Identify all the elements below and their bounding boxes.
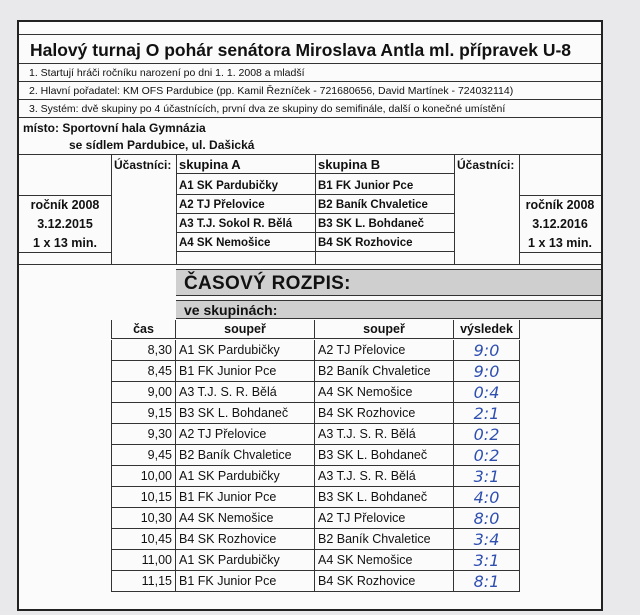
match-result: 0:2	[454, 445, 520, 466]
match-away: A4 SK Nemošice	[315, 382, 454, 403]
match-home: B3 SK L. Bohdaneč	[176, 403, 315, 424]
schedule-subtitle: ve skupinách:	[176, 300, 601, 319]
group-a-team: A3 T.J. Sokol R. Bělá	[176, 215, 315, 233]
tournament-sheet	[17, 20, 603, 611]
match-result: 0:2	[454, 424, 520, 445]
venue-line-2: se sídlem Pardubice, ul. Dašická	[69, 138, 255, 152]
match-time: 9,30	[111, 424, 176, 445]
info-line-1: 1. Startují hráči ročníku narození po dni 1. 1. 2008 a mladší	[19, 65, 601, 82]
match-away: B2 Baník Chvaletice	[315, 361, 454, 382]
left-date: 3.12.2015	[37, 217, 93, 231]
match-result: 0:4	[454, 382, 520, 403]
match-time: 10,00	[111, 466, 176, 487]
match-away: A4 SK Nemošice	[315, 550, 454, 571]
match-away: A3 T.J. S. R. Bělá	[315, 424, 454, 445]
info-line-3: 3. Systém: dvě skupiny po 4 účastnících, první dva ze skupiny do semifinále, další o konečné umístění	[19, 101, 601, 118]
left-year-box	[19, 195, 111, 253]
match-time: 10,30	[111, 508, 176, 529]
match-home: A1 SK Pardubičky	[176, 550, 315, 571]
group-a-team: A2 TJ Přelovice	[176, 196, 315, 214]
match-result: 4:0	[454, 487, 520, 508]
right-year: ročník 2008	[525, 198, 595, 212]
match-home: A1 SK Pardubičky	[176, 466, 315, 487]
right-year-box	[519, 195, 601, 253]
header-result: výsledek	[454, 320, 520, 339]
match-time: 9,00	[111, 382, 176, 403]
group-a-team: A4 SK Nemošice	[176, 234, 315, 252]
group-b-team: B4 SK Rozhovice	[315, 234, 454, 252]
match-home: A1 SK Pardubičky	[176, 340, 315, 361]
match-home: A4 SK Nemošice	[176, 508, 315, 529]
match-away: A2 TJ Přelovice	[315, 508, 454, 529]
document-title: Halový turnaj O pohár senátora Miroslava Antla ml. přípravek U-8	[19, 34, 601, 64]
participants-label-left: Účastníci:	[114, 158, 172, 172]
group-b-team: B3 SK L. Bohdaneč	[315, 215, 454, 233]
match-result: 8:0	[454, 508, 520, 529]
group-b-team: B2 Baník Chvaletice	[315, 196, 454, 214]
match-home: B4 SK Rozhovice	[176, 529, 315, 550]
match-away: B3 SK L. Bohdaneč	[315, 445, 454, 466]
match-time: 11,00	[111, 550, 176, 571]
right-duration: 1 x 13 min.	[528, 236, 592, 250]
schedule-table	[111, 320, 521, 592]
match-away: A3 T.J. S. R. Bělá	[315, 466, 454, 487]
header-time: čas	[111, 320, 176, 339]
match-time: 10,45	[111, 529, 176, 550]
match-away: B4 SK Rozhovice	[315, 571, 454, 592]
match-home: A2 TJ Přelovice	[176, 424, 315, 445]
match-result: 3:1	[454, 466, 520, 487]
group-b-team: B1 FK Junior Pce	[315, 177, 454, 195]
match-time: 8,30	[111, 340, 176, 361]
match-time: 8,45	[111, 361, 176, 382]
match-home: B1 FK Junior Pce	[176, 571, 315, 592]
group-a-team: A1 SK Pardubičky	[176, 177, 315, 195]
match-result: 3:4	[454, 529, 520, 550]
info-line-2: 2. Hlavní pořadatel: KM OFS Pardubice (pp. Kamil Řezníček - 721680656, David Martínek - 724032114)	[19, 83, 601, 100]
match-result: 3:1	[454, 550, 520, 571]
match-result: 9:0	[454, 361, 520, 382]
match-away: A2 TJ Přelovice	[315, 340, 454, 361]
match-home: A3 T.J. S. R. Bělá	[176, 382, 315, 403]
match-time: 9,15	[111, 403, 176, 424]
match-home: B1 FK Junior Pce	[176, 361, 315, 382]
left-duration: 1 x 13 min.	[33, 236, 97, 250]
schedule-title: ČASOVÝ ROZPIS:	[176, 269, 601, 296]
match-time: 9,45	[111, 445, 176, 466]
venue-line-1: místo: Sportovní hala Gymnázia	[23, 121, 206, 135]
match-home: B1 FK Junior Pce	[176, 487, 315, 508]
participants-label-right: Účastníci:	[457, 158, 515, 172]
match-away: B4 SK Rozhovice	[315, 403, 454, 424]
header-home: soupeř	[176, 320, 315, 339]
group-b-header: skupina B	[315, 155, 454, 174]
right-date: 3.12.2016	[532, 217, 588, 231]
left-year: ročník 2008	[30, 198, 100, 212]
match-result: 2:1	[454, 403, 520, 424]
match-away: B3 SK L. Bohdaneč	[315, 487, 454, 508]
header-away: soupeř	[315, 320, 454, 339]
match-result: 9:0	[454, 340, 520, 361]
match-result: 8:1	[454, 571, 520, 592]
match-time: 10,15	[111, 487, 176, 508]
match-time: 11,15	[111, 571, 176, 592]
group-a-header: skupina A	[176, 155, 315, 174]
match-home: B2 Baník Chvaletice	[176, 445, 315, 466]
match-away: B2 Baník Chvaletice	[315, 529, 454, 550]
